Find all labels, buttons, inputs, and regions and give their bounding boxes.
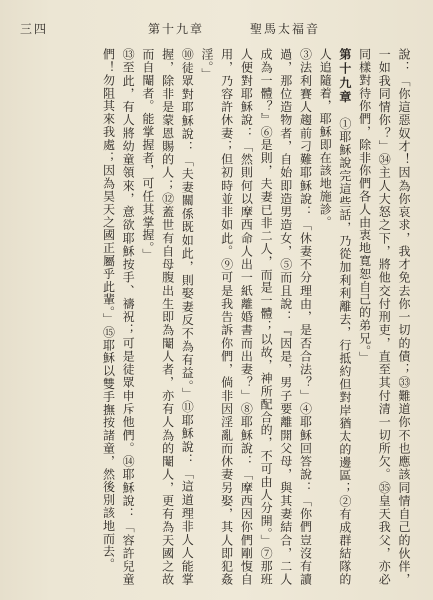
paragraph: ③法利賽人趨前刁難耶穌說：「休妻不分理由，是否合法？」④耶穌回答說：「你們豈沒有讀過，那位造物者，自始即造男造女，⑤而且說：『因是，男子要離開父母，與其妻結合，二人成為一體？』⑥是則，夫妻已非二人，而是一體；以故，神所配合的，不可由人分開。」⑦那班人便對耶穌說：「然則何以摩西命人出一紙離婚書而出妻？」⑧耶穌說：「摩西因你們剛愎自用，乃容許休妻；但初時並非如此。⑨可是我告訴你們，倘非因淫亂而休妻另娶，其人即犯姦淫。」: [199, 48, 313, 586]
body-text: [20, 48, 413, 586]
chapter-label: 第十九章: [148, 22, 205, 36]
paragraph: 說：「你這惡奴才！因為你哀求，我才免去你一切的債；㉝難道你不也應該同情自己的伙伴，一如我同情你？」㉞主人大怒之下，將他交付刑吏，直至其付清一切所欠。㉟皇天我父，亦必同樣對待你們，除非你們各人由衷地寬恕自己的弟兄。」: [357, 48, 411, 586]
book-title: 聖馬太福音: [250, 22, 321, 36]
chapter-paragraph: 第十九章 ①耶穌說完這些話，乃從加利利離去，行抵約但對岸猶太的邊區；②有成群結隊的人追隨着，耶穌即在該地施診。: [318, 48, 352, 586]
page-number: 三四: [20, 22, 49, 36]
paragraph: ⑩徒眾對耶穌說：「夫妻關係既如此，則娶妻反不為有益。」⑪耶穌說：「這道理非人人能掌握，除非是蒙恩賜的人；⑫蓋世有自母腹出生即為閹人者，亦有人為的閹人，更有為天國之故而自閹者。能掌握者，可任其掌握。」: [140, 48, 195, 586]
page-header: [0, 0, 433, 40]
chapter-heading: 第十九章: [337, 48, 352, 105]
paragraph: ⑬至此，有人將幼童領來，意欲耶穌按手、禱祝；可是徒眾申斥他們。⑭耶穌說：「容許兒童們！勿阻其來我處；因為昊天之國正屬乎此輩。」⑮耶穌以雙手撫按諸童，然後別該地而去。: [101, 48, 136, 586]
